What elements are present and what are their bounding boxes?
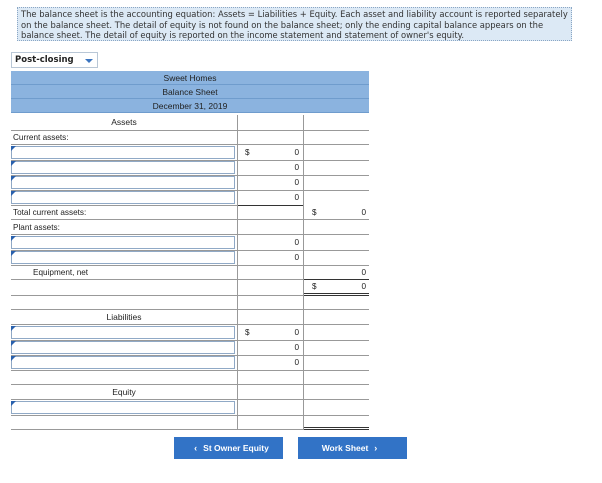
- equipment-net-amount[interactable]: 0: [361, 268, 366, 277]
- plant-asset-input[interactable]: [11, 251, 235, 264]
- plant-asset-amount[interactable]: 0: [294, 238, 299, 247]
- subtotal-line: [238, 205, 303, 206]
- statement-date: December 31, 2019: [11, 99, 369, 113]
- double-underline: [304, 293, 369, 296]
- row-line: [11, 429, 304, 430]
- instructions-text: The balance sheet is the accounting equation: Assets = Liabilities + Equity. Each asset and liability account is reported separately on the balance sheet. The detail of equity is not found on the balance sheet; only the ending capital balance appears on the balance sheet. The detail of equity is reported on the income statement and statement of owner's equity.: [21, 9, 568, 40]
- liability-amount[interactable]: 0: [294, 328, 299, 337]
- col-divider: [237, 115, 238, 429]
- row-line: [11, 324, 369, 325]
- company-name: Sweet Homes: [11, 71, 369, 85]
- instructions-box: [17, 7, 572, 41]
- row-line: [11, 370, 369, 371]
- equipment-net-label: Equipment, net: [33, 268, 89, 277]
- dollar-sign: $: [312, 208, 317, 217]
- equity-heading: Equity: [112, 387, 136, 397]
- subtotal-line: [304, 279, 369, 280]
- double-underline: [304, 427, 369, 430]
- current-asset-amount[interactable]: 0: [294, 193, 299, 202]
- chevron-down-icon[interactable]: [85, 59, 93, 63]
- dropdown-value: Post-closing: [15, 55, 74, 65]
- current-asset-amount[interactable]: 0: [294, 148, 299, 157]
- liability-amount[interactable]: 0: [294, 358, 299, 367]
- dollar-sign: $: [245, 328, 250, 337]
- total-current-assets-amount[interactable]: 0: [361, 208, 366, 217]
- row-line: [11, 219, 369, 220]
- row-line: [11, 295, 304, 296]
- row-line: [11, 234, 369, 235]
- chevron-left-icon: ‹: [194, 443, 198, 453]
- liability-input[interactable]: [11, 326, 235, 339]
- current-asset-input[interactable]: [11, 161, 235, 174]
- total-current-assets-label: Total current assets:: [13, 208, 87, 217]
- row-line: [11, 279, 304, 280]
- current-asset-amount[interactable]: 0: [294, 178, 299, 187]
- liability-input[interactable]: [11, 356, 235, 369]
- view-dropdown[interactable]: [11, 52, 98, 68]
- row-line: [11, 384, 369, 385]
- row-line: [11, 130, 369, 131]
- plant-asset-amount[interactable]: 0: [294, 253, 299, 262]
- equity-input[interactable]: [11, 401, 235, 414]
- total-assets-amount[interactable]: 0: [361, 282, 366, 291]
- dollar-sign: $: [245, 148, 250, 157]
- current-asset-input[interactable]: [11, 146, 235, 159]
- row-line: [11, 265, 369, 266]
- current-asset-input[interactable]: [11, 191, 235, 204]
- col-divider: [303, 115, 304, 429]
- next-button-label: Work Sheet: [321, 443, 369, 453]
- dollar-sign: $: [312, 282, 317, 291]
- prev-button[interactable]: [174, 437, 283, 459]
- row-line: [11, 205, 238, 206]
- next-button[interactable]: [298, 437, 407, 459]
- liability-input[interactable]: [11, 341, 235, 354]
- prev-button-label: St Owner Equity: [203, 443, 269, 453]
- liability-amount[interactable]: 0: [294, 343, 299, 352]
- assets-heading: Assets: [111, 117, 137, 127]
- current-asset-amount[interactable]: 0: [294, 163, 299, 172]
- row-line: [11, 415, 369, 416]
- current-assets-label: Current assets:: [13, 133, 69, 142]
- plant-asset-input[interactable]: [11, 236, 235, 249]
- row-line: [11, 399, 369, 400]
- liabilities-heading: Liabilities: [106, 312, 142, 322]
- balance-sheet: [11, 71, 369, 431]
- chevron-right-icon: ›: [374, 443, 378, 453]
- statement-title: Balance Sheet: [11, 85, 369, 99]
- row-line: [11, 144, 369, 145]
- row-line: [11, 309, 369, 310]
- plant-assets-label: Plant assets:: [13, 223, 60, 232]
- current-asset-input[interactable]: [11, 176, 235, 189]
